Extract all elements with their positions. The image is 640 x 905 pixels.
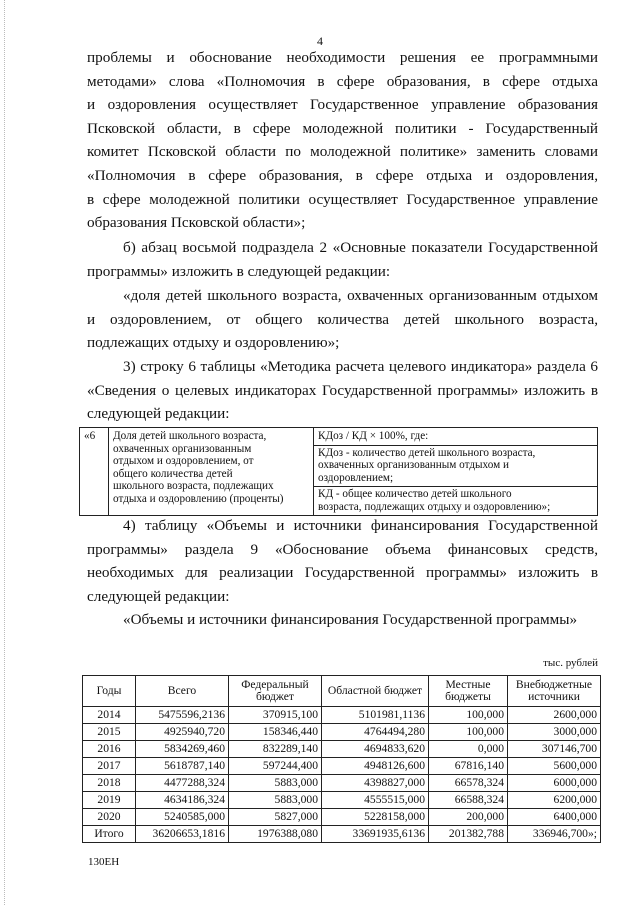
cell-federal: 832289,140 xyxy=(229,741,322,758)
table-header-row xyxy=(83,676,601,707)
cell-year: 2017 xyxy=(83,758,136,775)
cell-year: Итого xyxy=(83,826,136,843)
formula: КДоз / КД × 100%, где: xyxy=(318,430,429,442)
paragraph-volumes-title: «Объемы и источники финансирования Государственной программы» xyxy=(123,611,578,628)
cell-federal: 1976388,080 xyxy=(229,826,322,843)
cell-regional: 4764494,280 xyxy=(322,724,429,741)
binding-edge xyxy=(4,0,6,905)
column-header-extrabudgetary: Внебюджетные источники xyxy=(508,676,601,707)
paragraph-b: б) абзац восьмой подраздела 2 «Основные показатели Государственной программы» изложить в следующей редакции: xyxy=(87,239,598,280)
cell-local: 66588,324 xyxy=(429,792,508,809)
cell-federal: 5883,000 xyxy=(229,775,322,792)
financing-table xyxy=(82,675,601,843)
cell-federal: 5883,000 xyxy=(229,792,322,809)
table-row xyxy=(83,809,601,826)
text-line: проблемы и обоснование необходимости решения ее программными xyxy=(87,49,598,66)
cell-extrabudgetary: 6000,000 xyxy=(508,775,601,792)
cell-year: 2016 xyxy=(83,741,136,758)
cell-total: 36206653,1816 xyxy=(136,826,229,843)
cell-federal: 370915,100 xyxy=(229,707,322,724)
column-header-years: Годы xyxy=(83,676,136,707)
page-number: 4 xyxy=(317,34,323,48)
def-line: КДоз - количество детей школьного возраста, xyxy=(318,446,536,459)
table-row xyxy=(83,724,601,741)
cell-extrabudgetary: 5600,000 xyxy=(508,758,601,775)
cell-regional: 4948126,600 xyxy=(322,758,429,775)
method-table xyxy=(79,427,598,516)
definition-kdoz xyxy=(314,445,597,485)
cell-local: 66578,324 xyxy=(429,775,508,792)
units-label: тыс. рублей xyxy=(543,657,598,669)
cell-extrabudgetary: 336946,700»; xyxy=(508,826,601,843)
name-line: школьного возраста, подлежащих xyxy=(113,480,274,493)
cell-extrabudgetary: 6400,000 xyxy=(508,809,601,826)
cell-regional: 4398827,000 xyxy=(322,775,429,792)
text-line: Псковской области, в сфере молодежной политики - Государственный xyxy=(87,119,598,137)
text-line: методами» слова «Полномочия в сфере образования, в сфере отдыха xyxy=(87,72,598,90)
text-line: в сфере молодежной политики осуществляет Государственное управление xyxy=(87,190,598,208)
column-header-regional: Областной бюджет xyxy=(322,676,429,707)
name-line: Доля детей школьного возраста, xyxy=(113,430,267,442)
cell-total: 5475596,2136 xyxy=(136,707,229,724)
def-line: оздоровлением; xyxy=(318,471,394,484)
text-line: «Полномочия в сфере образования, в сфере отдыха и оздоровления, xyxy=(87,166,598,184)
table-row xyxy=(83,707,601,724)
name-line: общего количества детей xyxy=(113,467,233,480)
def-line: охваченных организованным отдыхом и xyxy=(318,459,509,472)
cell-year: 2015 xyxy=(83,724,136,741)
cell-total: 5834269,460 xyxy=(136,741,229,758)
paragraph-4: 4) таблицу «Объемы и источники финансирования Государственной программы» раздела 9 «Обоснование объема финансовых средств, необходимых для реализации Государственной программы» изложить в следующей редакции: xyxy=(87,517,598,605)
cell-local: 200,000 xyxy=(429,809,508,826)
cell-total: 4925940,720 xyxy=(136,724,229,741)
def-line: КД - общее количество детей школьного xyxy=(318,488,512,501)
cell-regional: 4555515,000 xyxy=(322,792,429,809)
cell-local: 201382,788 xyxy=(429,826,508,843)
cell-total: 4634186,324 xyxy=(136,792,229,809)
method-formula-cell xyxy=(314,428,598,516)
cell-extrabudgetary: 307146,700 xyxy=(508,741,601,758)
cell-federal: 597244,400 xyxy=(229,758,322,775)
cell-year: 2019 xyxy=(83,792,136,809)
method-row-6 xyxy=(80,428,598,516)
column-header-federal: Федеральный бюджет xyxy=(229,676,322,707)
footer-code: 130ЕН xyxy=(88,856,120,868)
cell-year: 2020 xyxy=(83,809,136,826)
cell-total: 5618787,140 xyxy=(136,758,229,775)
cell-extrabudgetary: 6200,000 xyxy=(508,792,601,809)
table-row-total xyxy=(83,826,601,843)
name-line: охваченных организованным xyxy=(113,442,252,455)
cell-extrabudgetary: 3000,000 xyxy=(508,724,601,741)
table-row xyxy=(83,792,601,809)
text-line: образования Псковской области»; xyxy=(87,214,306,232)
text-line: и оздоровления осуществляет Государственное управление образования xyxy=(87,96,598,114)
cell-regional: 5101981,1136 xyxy=(322,707,429,724)
cell-local: 100,000 xyxy=(429,707,508,724)
cell-federal: 158346,440 xyxy=(229,724,322,741)
column-header-local: Местные бюджеты xyxy=(429,676,508,707)
cell-extrabudgetary: 2600,000 xyxy=(508,707,601,724)
cell-local: 100,000 xyxy=(429,724,508,741)
cell-year: 2018 xyxy=(83,775,136,792)
column-header-total: Всего xyxy=(136,676,229,707)
cell-regional: 5228158,000 xyxy=(322,809,429,826)
def-line: возраста, подлежащих отдыху и оздоровлению»; xyxy=(318,500,551,513)
name-line: отдыхом и оздоровлением, от xyxy=(113,455,254,468)
paragraph-3: 3) строку 6 таблицы «Методика расчета целевого индикатора» раздела 6 «Сведения о целевых индикаторах Государственной программы» изложить в следующей редакции: xyxy=(87,358,598,423)
method-indicator-name xyxy=(109,428,314,516)
text-line: комитет Псковской области по молодежной политике» заменить словами xyxy=(87,143,598,161)
cell-total: 4477288,324 xyxy=(136,775,229,792)
method-row-number: «6 xyxy=(80,428,109,516)
cell-federal: 5827,000 xyxy=(229,809,322,826)
cell-total: 5240585,000 xyxy=(136,809,229,826)
cell-year: 2014 xyxy=(83,707,136,724)
cell-local: 67816,140 xyxy=(429,758,508,775)
definition-kd xyxy=(314,486,597,513)
cell-regional: 33691935,6136 xyxy=(322,826,429,843)
paragraph-indicator-quote: «доля детей школьного возраста, охваченных организованным отдыхом и оздоровлением, от общего количества детей школьного возраста, подлежащих отдыху и оздоровлению»; xyxy=(87,287,598,352)
table-row xyxy=(83,741,601,758)
table-row xyxy=(83,758,601,775)
paragraph-amendment-a xyxy=(87,46,598,235)
cell-local: 0,000 xyxy=(429,741,508,758)
name-line: отдыха и оздоровлению (проценты) xyxy=(113,492,284,505)
table-row xyxy=(83,775,601,792)
cell-regional: 4694833,620 xyxy=(322,741,429,758)
